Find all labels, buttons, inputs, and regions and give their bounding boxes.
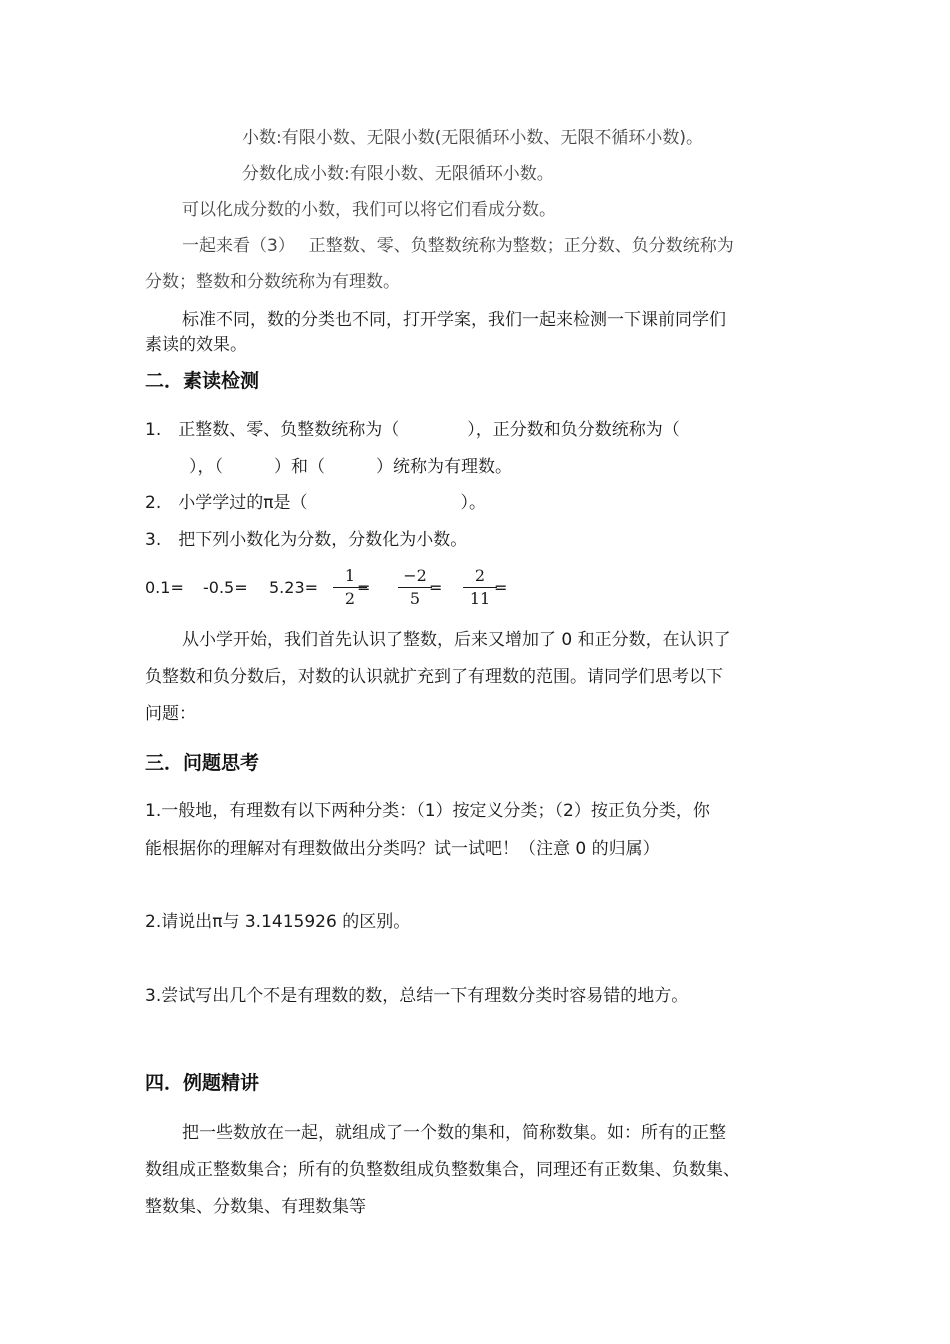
- quiz-q1: 1. 正整数、零、负整数统称为（ ），正分数和负分数统称为（: [145, 420, 680, 440]
- number-expansion-para-cont: 负整数和负分数后，对数的认识就扩充到了有理数的范围。请同学们思考以下: [145, 667, 723, 687]
- quiz-q3: 3. 把下列小数化为分数，分数化为小数。: [145, 530, 468, 550]
- intro-lookat-line-cont: 分数；整数和分数统称为有理数。: [145, 272, 400, 292]
- thinking-q2: 2.请说出π与 3.1415926 的区别。: [145, 912, 411, 932]
- calc-neg-0-5: -0.5=: [203, 578, 248, 597]
- intro-decimal-as-fraction: 可以化成分数的小数，我们可以将它们看成分数。: [182, 200, 556, 220]
- quiz-q1-cont: ），（ ）和（ ）统称为有理数。: [189, 457, 512, 477]
- section-4-heading: 四．例题精讲: [145, 1072, 260, 1094]
- fraction-two-elevenths: [463, 567, 497, 608]
- intro-standard-line-cont: 素读的效果。: [145, 335, 247, 355]
- calc-5-23: 5.23=: [269, 578, 319, 597]
- fraction-numerator: 2: [474, 566, 486, 585]
- fraction-bar: [398, 587, 432, 588]
- quiz-q2: 2. 小学学过的π是（ ）。: [145, 493, 486, 513]
- fraction-neg-two-fifths: [398, 567, 432, 608]
- section-3-heading: 三．问题思考: [145, 752, 260, 774]
- number-set-para: 把一些数放在一起，就组成了一个数的集和，简称数集。如：所有的正整: [182, 1123, 726, 1143]
- equals-sign: =: [357, 578, 371, 597]
- intro-decimal-line: 小数:有限小数、无限小数(无限循环小数、无限不循环小数)。: [242, 128, 703, 148]
- fraction-numerator: −2: [403, 566, 427, 585]
- number-expansion-para: 从小学开始，我们首先认识了整数，后来又增加了 0 和正分数，在认识了: [182, 630, 731, 650]
- thinking-q1-cont: 能根据你的理解对有理数做出分类吗？试一试吧！（注意 0 的归属）: [145, 839, 660, 859]
- fraction-bar: [463, 587, 497, 588]
- intro-fraction-decimal-line: 分数化成小数:有限小数、无限循环小数。: [242, 164, 554, 184]
- intro-lookat-line: 一起来看（3） 正整数、零、负整数统称为整数；正分数、负分数统称为: [182, 236, 734, 256]
- thinking-q1: 1.一般地，有理数有以下两种分类：（1）按定义分类；（2）按正负分类，你: [145, 801, 710, 821]
- equals-sign: =: [429, 578, 443, 597]
- fraction-denominator: 11: [469, 589, 491, 608]
- number-expansion-para-end: 问题：: [145, 704, 196, 724]
- equals-sign: =: [494, 578, 508, 597]
- fraction-numerator: 1: [344, 566, 356, 585]
- fraction-denominator: 5: [409, 589, 421, 608]
- number-set-para-cont: 数组成正整数集合；所有的负整数组成负整数集合，同理还有正数集、负数集、: [145, 1160, 740, 1180]
- section-2-heading: 二．素读检测: [145, 370, 260, 392]
- number-set-para-end: 整数集、分数集、有理数集等: [145, 1197, 366, 1217]
- thinking-q3: 3.尝试写出几个不是有理数的数，总结一下有理数分类时容易错的地方。: [145, 986, 689, 1006]
- fraction-denominator: 2: [344, 589, 356, 608]
- intro-standard-line: 标准不同，数的分类也不同，打开学案，我们一起来检测一下课前同学们: [182, 310, 726, 330]
- calc-0-1: 0.1=: [145, 578, 184, 597]
